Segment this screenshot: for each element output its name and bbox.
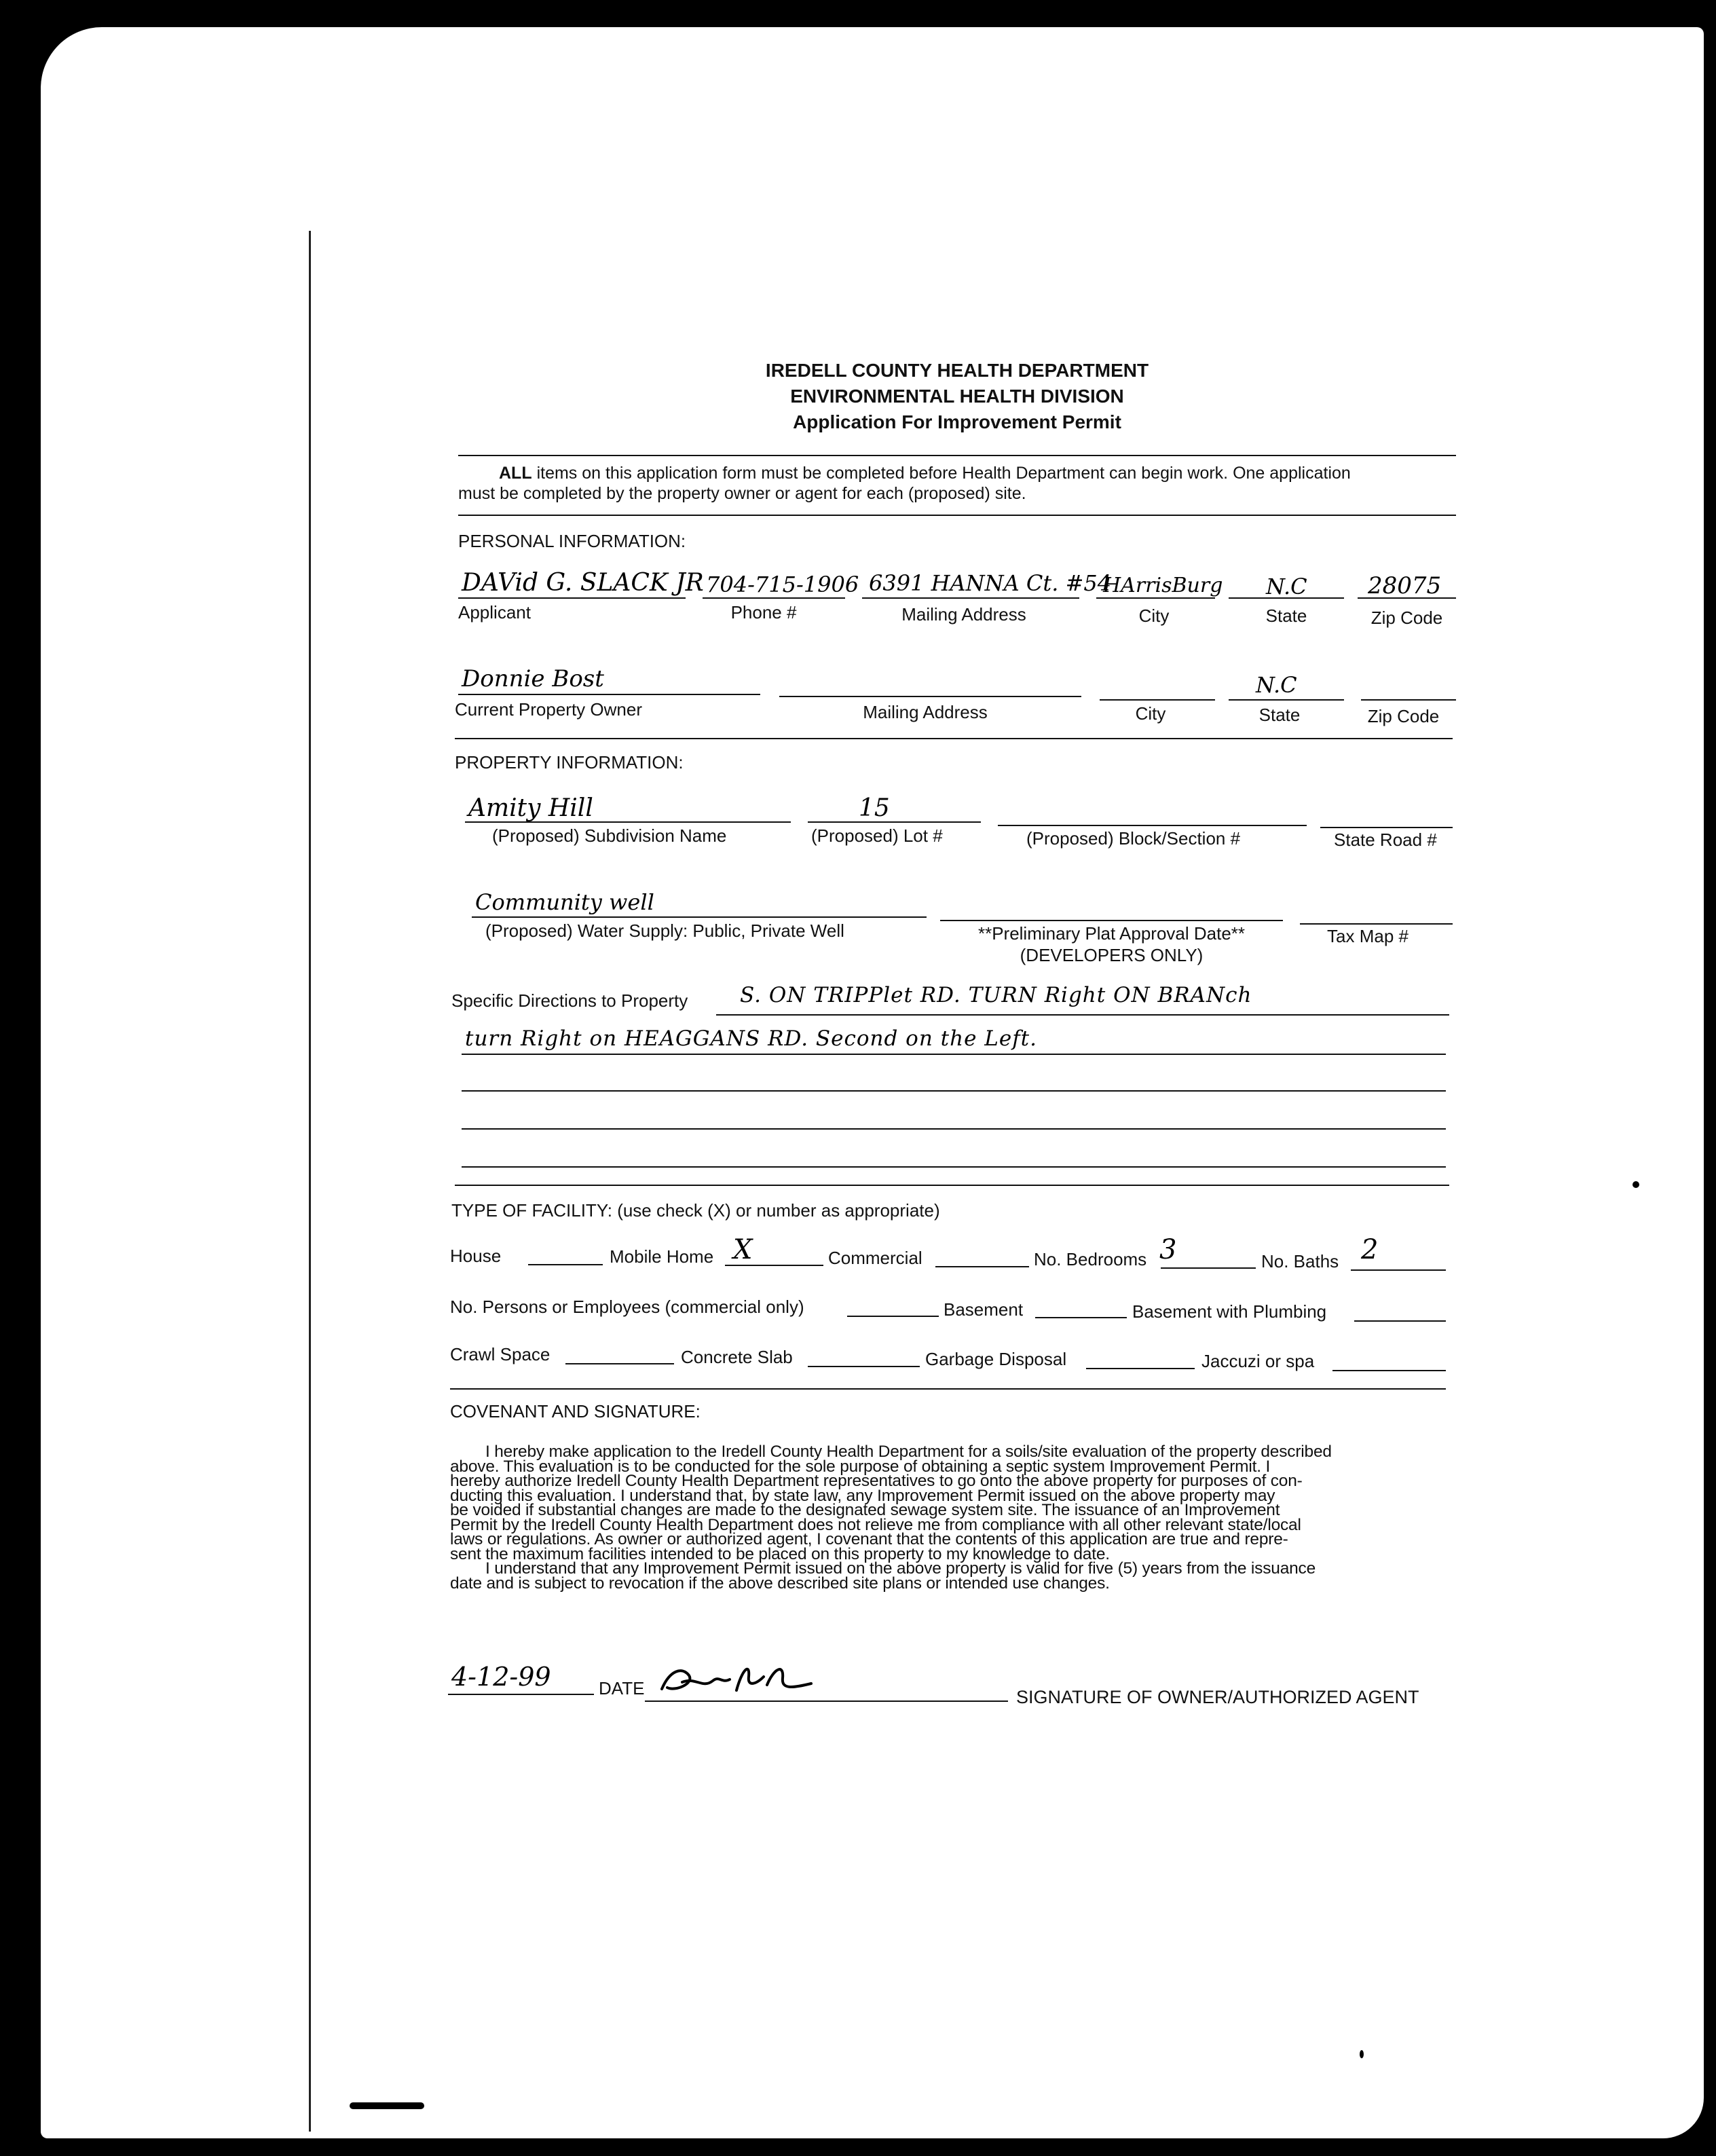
applicant-value: DAVid G. SLACK JR bbox=[462, 569, 704, 597]
basement-label: Basement bbox=[944, 1299, 1024, 1320]
applicant-field[interactable] bbox=[458, 597, 686, 599]
water-supply-label: (Proposed) Water Supply: Public, Private Well bbox=[485, 921, 844, 941]
persons-field[interactable] bbox=[847, 1316, 939, 1317]
concrete-slab-field[interactable] bbox=[808, 1366, 920, 1367]
covenant-text bbox=[450, 1445, 1448, 1591]
state-road-label: State Road # bbox=[1334, 830, 1437, 850]
house-field[interactable] bbox=[528, 1264, 603, 1265]
crawl-space-field[interactable] bbox=[565, 1363, 674, 1364]
phone-field[interactable] bbox=[703, 597, 845, 599]
water-supply-value: Community well bbox=[475, 889, 654, 915]
divider bbox=[458, 455, 1456, 456]
owner-mailing-label: Mailing Address bbox=[863, 702, 988, 722]
directions-field-line-5[interactable] bbox=[462, 1166, 1446, 1168]
garbage-disposal-label: Garbage Disposal bbox=[925, 1349, 1067, 1369]
covenant-line: above. This evaluation is to be conducted for the sole purpose of obtaining a septic system Improvement Permit. I bbox=[450, 1457, 1271, 1476]
mailing-address-field[interactable] bbox=[862, 597, 1079, 599]
owner-state-field[interactable] bbox=[1229, 699, 1344, 701]
directions-field-line-3[interactable] bbox=[462, 1090, 1446, 1092]
covenant-line: ducting this evaluation. I understand that, by state law, any Improvement Permit issued on the above property may bbox=[450, 1486, 1275, 1505]
date-field[interactable] bbox=[448, 1694, 594, 1695]
covenant-line: sent the maximum facilities intended to be placed on this property to my knowledge to date. bbox=[450, 1544, 1110, 1563]
scan-speck bbox=[1360, 2050, 1364, 2058]
city-label: City bbox=[1138, 606, 1170, 626]
subdivision-label: (Proposed) Subdivision Name bbox=[492, 825, 727, 846]
state-label: State bbox=[1265, 606, 1307, 626]
zip-label: Zip Code bbox=[1370, 608, 1443, 628]
document-page bbox=[41, 27, 1704, 2138]
owner-value: Donnie Bost bbox=[462, 665, 604, 692]
plat-approval-field[interactable] bbox=[940, 920, 1283, 921]
directions-label: Specific Directions to Property bbox=[451, 990, 688, 1011]
directions-field-line-4[interactable] bbox=[462, 1128, 1446, 1130]
garbage-disposal-field[interactable] bbox=[1086, 1368, 1195, 1369]
covenant-line: laws or regulations. As owner or authorized agent, I covenant that the contents of this application are true and repre- bbox=[450, 1530, 1288, 1548]
jacuzzi-label: Jaccuzi or spa bbox=[1201, 1351, 1315, 1371]
bedrooms-label: No. Bedrooms bbox=[1034, 1249, 1147, 1269]
state-field[interactable] bbox=[1229, 597, 1344, 599]
lot-field[interactable] bbox=[808, 821, 981, 823]
instructions-bold: ALL bbox=[499, 464, 532, 483]
mobile-home-label: Mobile Home bbox=[610, 1246, 714, 1267]
covenant-line: be voided if substantial changes are made to the designated sewage system site. The issuance of an Improvement bbox=[450, 1501, 1280, 1519]
division-title: ENVIRONMENTAL HEALTH DIVISION bbox=[790, 386, 1124, 407]
persons-label: No. Persons or Employees (commercial only) bbox=[450, 1297, 804, 1317]
divider bbox=[455, 1185, 1449, 1186]
applicant-label: Applicant bbox=[458, 602, 531, 622]
scan-speck bbox=[350, 2102, 424, 2109]
divider bbox=[458, 515, 1456, 516]
owner-zip-field[interactable] bbox=[1361, 699, 1456, 701]
basement-field[interactable] bbox=[1035, 1317, 1127, 1318]
mobile-home-field[interactable] bbox=[725, 1265, 823, 1266]
tax-map-field[interactable] bbox=[1300, 923, 1453, 925]
block-field[interactable] bbox=[998, 825, 1307, 826]
owner-field[interactable] bbox=[458, 694, 760, 695]
plat-approval-label: **Preliminary Plat Approval Date** bbox=[977, 923, 1246, 944]
page-fold-line bbox=[309, 231, 311, 2132]
facility-heading-line bbox=[451, 1200, 940, 1221]
owner-city-field[interactable] bbox=[1100, 699, 1215, 701]
zip-value: 28075 bbox=[1368, 572, 1442, 599]
scan-speck bbox=[7, 122, 12, 137]
block-label: (Proposed) Block/Section # bbox=[1026, 828, 1241, 849]
facility-heading: TYPE OF FACILITY: bbox=[451, 1200, 612, 1221]
city-value: HArrisBurg bbox=[1103, 574, 1223, 597]
jacuzzi-field[interactable] bbox=[1332, 1370, 1446, 1371]
personal-info-heading: PERSONAL INFORMATION: bbox=[458, 531, 686, 551]
covenant-line: Permit by the Iredell County Health Department does not relieve me from compliance with all other relevant state/local bbox=[450, 1515, 1301, 1534]
instructions-text: items on this application form must be completed before Health Department can begin work. One application bbox=[536, 464, 1351, 483]
property-info-heading: PROPERTY INFORMATION: bbox=[455, 752, 684, 773]
date-label: DATE bbox=[599, 1678, 645, 1698]
baths-label: No. Baths bbox=[1261, 1251, 1339, 1271]
commercial-field[interactable] bbox=[935, 1266, 1029, 1267]
commercial-label: Commercial bbox=[828, 1248, 922, 1268]
baths-value: 2 bbox=[1361, 1234, 1379, 1265]
mobile-home-value: X bbox=[733, 1234, 753, 1265]
bedrooms-value: 3 bbox=[1159, 1234, 1177, 1265]
scan-speck bbox=[1633, 1181, 1639, 1188]
owner-city-label: City bbox=[1135, 703, 1166, 724]
zip-field[interactable] bbox=[1358, 597, 1456, 599]
baths-field[interactable] bbox=[1351, 1269, 1446, 1271]
signature-field[interactable] bbox=[645, 1700, 1008, 1702]
lot-value: 15 bbox=[859, 794, 890, 822]
directions-value-line-2: turn Right on HEAGGANS RD. Second on the Left. bbox=[465, 1026, 1037, 1051]
divider bbox=[450, 1388, 1446, 1390]
covenant-line: I hereby make application to the Iredell County Health Department for a soils/site evaluation of the property described bbox=[485, 1443, 1332, 1461]
crawl-space-label: Crawl Space bbox=[450, 1344, 551, 1364]
form-title: Application For Improvement Permit bbox=[793, 411, 1121, 432]
state-value: N.C bbox=[1266, 574, 1307, 599]
covenant-line: date and is subject to revocation if the above described site plans or intended use changes. bbox=[450, 1574, 1110, 1593]
owner-state-label: State bbox=[1258, 705, 1301, 725]
covenant-line: hereby authorize Iredell County Health Department representatives to go onto the above property for purposes of con- bbox=[450, 1472, 1303, 1490]
owner-label: Current Property Owner bbox=[455, 699, 642, 720]
city-field[interactable] bbox=[1096, 597, 1215, 599]
plat-approval-note: (DEVELOPERS ONLY) bbox=[1020, 945, 1204, 965]
facility-note: (use check (X) or number as appropriate) bbox=[617, 1200, 940, 1221]
instructions-line-2: must be completed by the property owner or agent for each (proposed) site. bbox=[458, 484, 1026, 503]
signature-label: SIGNATURE OF OWNER/AUTHORIZED AGENT bbox=[1016, 1687, 1419, 1707]
phone-label: Phone # bbox=[730, 602, 797, 622]
subdivision-field[interactable] bbox=[465, 821, 791, 823]
state-road-field[interactable] bbox=[1320, 827, 1453, 828]
house-label: House bbox=[450, 1246, 502, 1266]
covenant-heading: COVENANT AND SIGNATURE: bbox=[450, 1401, 701, 1421]
owner-mailing-field[interactable] bbox=[779, 696, 1081, 697]
water-supply-field[interactable] bbox=[472, 916, 927, 918]
directions-field-line-2[interactable] bbox=[462, 1054, 1446, 1055]
instructions-line-1 bbox=[458, 464, 1463, 483]
covenant-line: I understand that any Improvement Permit issued on the above property is valid for five (5) years from the issuance bbox=[485, 1559, 1316, 1578]
mailing-address-value: 6391 HANNA Ct. #54 bbox=[869, 570, 1112, 596]
owner-state-value: N.C bbox=[1256, 672, 1297, 698]
bedrooms-field[interactable] bbox=[1161, 1267, 1256, 1269]
date-value: 4-12-99 bbox=[451, 1662, 551, 1692]
tax-map-label: Tax Map # bbox=[1327, 926, 1409, 946]
basement-plumbing-field[interactable] bbox=[1354, 1320, 1446, 1322]
signature-image bbox=[655, 1656, 818, 1704]
directions-value-line-1: S. ON TRIPPlet RD. TURN Right ON BRANch bbox=[740, 983, 1252, 1007]
divider bbox=[455, 738, 1453, 739]
mailing-address-label: Mailing Address bbox=[901, 604, 1026, 625]
lot-label: (Proposed) Lot # bbox=[811, 825, 943, 846]
owner-zip-label: Zip Code bbox=[1367, 706, 1440, 726]
department-title: IREDELL COUNTY HEALTH DEPARTMENT bbox=[765, 360, 1149, 381]
concrete-slab-label: Concrete Slab bbox=[681, 1347, 793, 1367]
directions-field-line-1[interactable] bbox=[716, 1014, 1449, 1016]
subdivision-value: Amity Hill bbox=[468, 794, 593, 822]
basement-plumbing-label: Basement with Plumbing bbox=[1132, 1301, 1327, 1322]
phone-value: 704-715-1906 bbox=[706, 572, 859, 597]
